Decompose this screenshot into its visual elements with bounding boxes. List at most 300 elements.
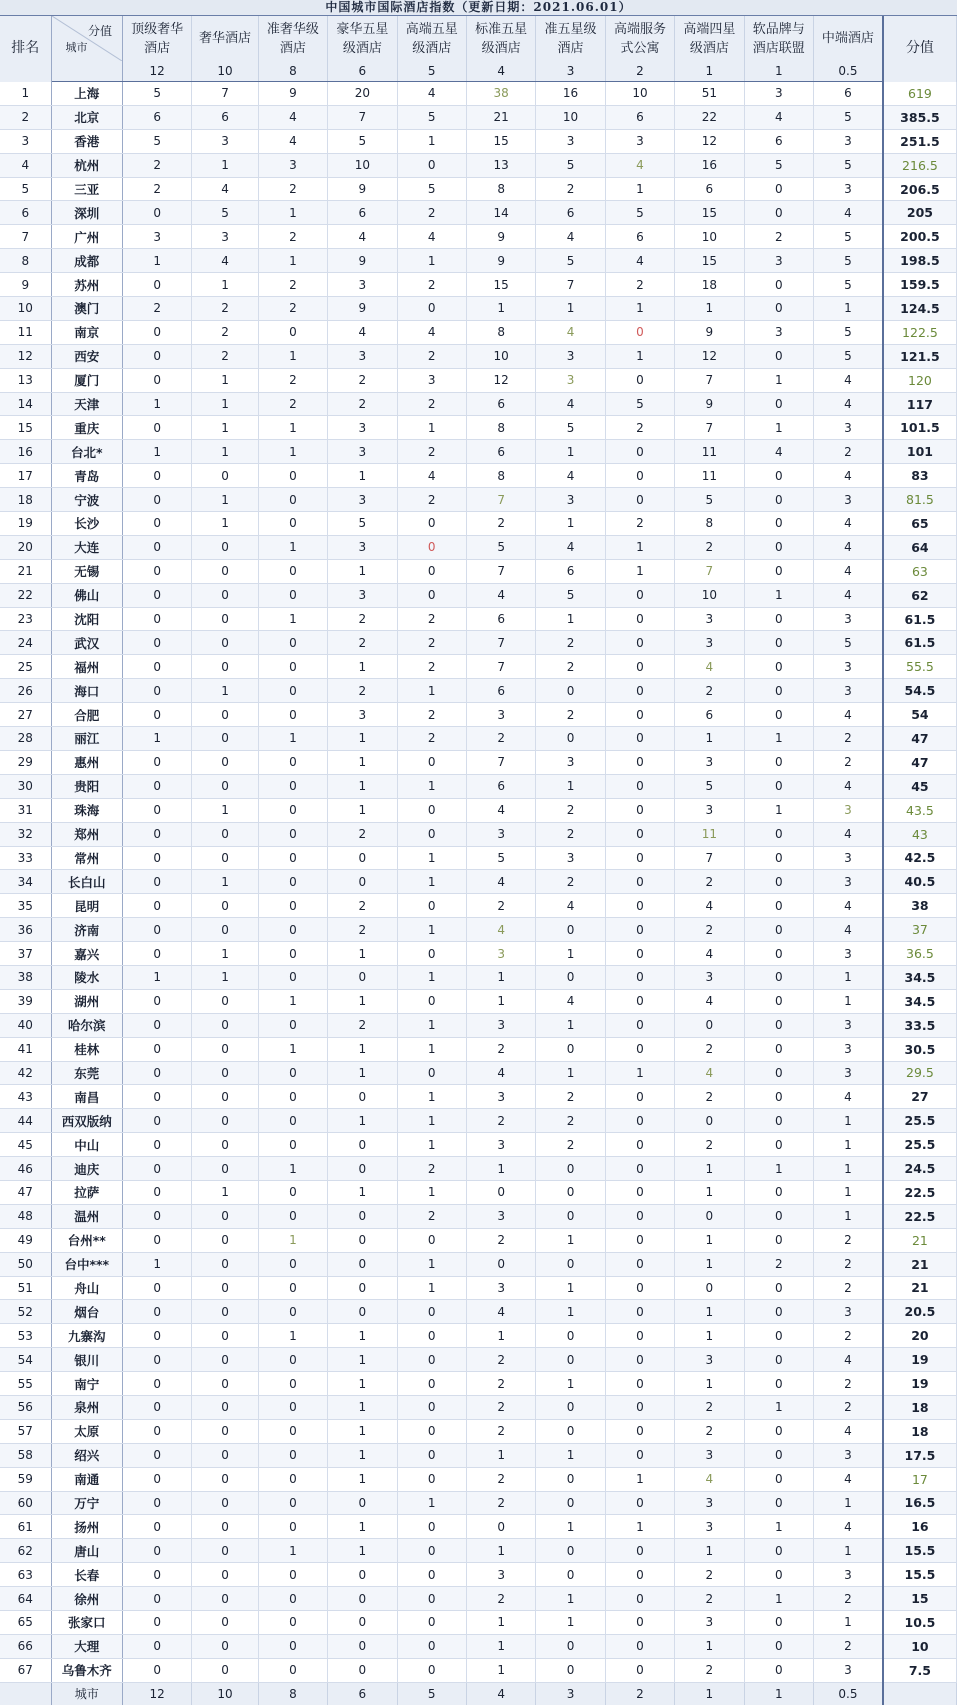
count-cell: 3 [536,129,605,153]
count-cell: 0 [122,1563,191,1587]
score-cell: 18 [883,1395,957,1419]
count-cell: 0 [258,1348,327,1372]
count-cell: 10 [675,583,744,607]
count-cell: 0 [536,1634,605,1658]
count-cell: 2 [536,822,605,846]
count-cell: 0 [744,297,813,321]
count-cell: 0 [536,1395,605,1419]
count-cell: 0 [258,1372,327,1396]
count-cell: 0 [258,583,327,607]
count-cell: 0 [466,1180,535,1204]
rank-cell: 38 [0,965,51,989]
count-cell: 4 [813,464,882,488]
count-cell: 0 [397,559,466,583]
city-cell: 舟山 [51,1276,122,1300]
city-cell: 海口 [51,679,122,703]
count-cell: 1 [192,392,258,416]
score-cell: 20.5 [883,1300,957,1324]
count-cell: 1 [397,249,466,273]
count-cell: 0 [605,822,674,846]
count-cell: 0 [605,320,674,344]
count-cell: 1 [813,1539,882,1563]
count-cell: 0 [744,1348,813,1372]
rank-cell: 64 [0,1587,51,1611]
count-cell: 5 [675,488,744,512]
count-cell: 1 [397,918,466,942]
count-cell: 8 [466,464,535,488]
count-cell: 0 [122,631,191,655]
table-row [0,1300,957,1324]
count-cell: 0 [122,488,191,512]
count-cell: 1 [536,942,605,966]
count-cell: 5 [122,82,191,106]
count-cell: 0 [328,1252,397,1276]
count-cell: 1 [605,535,674,559]
count-cell: 3 [813,655,882,679]
table-row [0,1228,957,1252]
count-cell: 1 [466,1157,535,1181]
rank-cell: 20 [0,535,51,559]
count-cell: 1 [675,1300,744,1324]
header-row [0,16,957,61]
count-cell: 0 [744,703,813,727]
count-cell: 4 [536,225,605,249]
count-cell: 0 [122,1204,191,1228]
count-cell: 2 [605,512,674,536]
count-cell: 0 [258,1467,327,1491]
count-cell: 2 [328,894,397,918]
count-cell: 0 [328,1300,397,1324]
count-cell: 3 [328,703,397,727]
count-cell: 1 [122,440,191,464]
count-cell: 0 [605,774,674,798]
table-row [0,1013,957,1037]
count-cell: 0 [744,679,813,703]
city-cell: 沈阳 [51,607,122,631]
count-cell: 0 [328,1611,397,1635]
count-cell: 7 [466,488,535,512]
count-cell: 0 [536,727,605,751]
rank-cell: 59 [0,1467,51,1491]
count-cell: 4 [813,1348,882,1372]
count-cell: 0 [192,774,258,798]
table-row [0,129,957,153]
count-cell: 0 [122,870,191,894]
count-cell: 0 [122,512,191,536]
count-cell: 0 [744,177,813,201]
count-cell: 0 [744,1180,813,1204]
count-cell: 0 [258,1180,327,1204]
score-cell: 33.5 [883,1013,957,1037]
score-cell: 43 [883,822,957,846]
city-cell: 万宁 [51,1491,122,1515]
city-cell: 三亚 [51,177,122,201]
table-row [0,1085,957,1109]
rank-cell: 1 [0,82,51,106]
cat-header-9: 软品牌与 酒店联盟 [744,16,813,61]
count-cell: 6 [466,392,535,416]
count-cell: 1 [397,1085,466,1109]
count-cell: 3 [813,1061,882,1085]
weight-cell: 0.5 [813,61,882,82]
count-cell: 1 [813,1157,882,1181]
count-cell: 0 [122,1157,191,1181]
count-cell: 1 [192,1180,258,1204]
count-cell: 3 [813,798,882,822]
count-cell: 1 [536,1587,605,1611]
count-cell: 7 [192,82,258,106]
count-cell: 0 [744,1372,813,1396]
count-cell: 0 [605,846,674,870]
weights-row [0,61,957,82]
count-cell: 0 [536,1467,605,1491]
count-cell: 0 [605,1109,674,1133]
count-cell: 4 [466,870,535,894]
rank-cell: 45 [0,1133,51,1157]
score-cell: 16 [883,1515,957,1539]
count-cell: 5 [397,105,466,129]
count-cell: 0 [744,870,813,894]
city-cell: 宁波 [51,488,122,512]
count-cell: 0 [258,1587,327,1611]
rank-header: 排名 [0,16,51,82]
count-cell: 2 [675,1658,744,1682]
city-cell: 九寨沟 [51,1324,122,1348]
city-cell: 拉萨 [51,1180,122,1204]
count-cell: 1 [536,607,605,631]
count-cell: 3 [813,1563,882,1587]
count-cell: 0 [536,918,605,942]
rank-cell: 29 [0,750,51,774]
count-cell: 4 [813,1515,882,1539]
count-cell: 0 [605,1348,674,1372]
table-body [0,82,957,1683]
count-cell: 1 [328,1467,397,1491]
count-cell: 9 [328,177,397,201]
count-cell: 4 [536,392,605,416]
count-cell: 4 [813,894,882,918]
count-cell: 0 [192,464,258,488]
count-cell: 8 [466,416,535,440]
rank-cell: 58 [0,1443,51,1467]
count-cell: 0 [122,464,191,488]
count-cell: 4 [536,464,605,488]
count-cell: 15 [675,249,744,273]
count-cell: 0 [122,416,191,440]
footer-city-label: 城市 [51,1682,122,1705]
score-cell: 36.5 [883,942,957,966]
count-cell: 3 [744,249,813,273]
score-cell: 205 [883,201,957,225]
count-cell: 1 [397,416,466,440]
rank-cell: 39 [0,989,51,1013]
count-cell: 0 [536,1180,605,1204]
count-cell: 4 [605,153,674,177]
count-cell: 1 [466,1658,535,1682]
city-cell: 厦门 [51,368,122,392]
count-cell: 3 [328,535,397,559]
count-cell: 0 [122,535,191,559]
weight-cell: 5 [397,61,466,82]
table-row [0,1252,957,1276]
count-cell: 0 [122,1180,191,1204]
count-cell: 0 [397,1419,466,1443]
count-cell: 0 [605,965,674,989]
score-cell: 198.5 [883,249,957,273]
count-cell: 1 [397,1109,466,1133]
count-cell: 5 [813,273,882,297]
count-cell: 1 [192,942,258,966]
score-cell: 37 [883,918,957,942]
count-cell: 2 [605,273,674,297]
count-cell: 1 [192,153,258,177]
count-cell: 0 [466,1252,535,1276]
count-cell: 0 [192,1228,258,1252]
count-cell: 2 [466,1491,535,1515]
count-cell: 0 [122,368,191,392]
table-row [0,440,957,464]
count-cell: 1 [397,1491,466,1515]
count-cell: 2 [675,679,744,703]
count-cell: 0 [605,488,674,512]
rank-cell: 31 [0,798,51,822]
rank-cell: 49 [0,1228,51,1252]
count-cell: 2 [397,201,466,225]
count-cell: 0 [744,512,813,536]
count-cell: 0 [397,1228,466,1252]
score-cell: 83 [883,464,957,488]
count-cell: 2 [813,750,882,774]
count-cell: 0 [122,1539,191,1563]
count-cell: 1 [536,440,605,464]
count-cell: 0 [605,798,674,822]
count-cell: 0 [258,679,327,703]
count-cell: 3 [813,870,882,894]
count-cell: 0 [122,1013,191,1037]
count-cell: 1 [466,1634,535,1658]
city-cell: 南京 [51,320,122,344]
score-cell: 21 [883,1228,957,1252]
count-cell: 4 [813,1467,882,1491]
count-cell: 2 [466,894,535,918]
city-cell: 丽江 [51,727,122,751]
weight-cell: 8 [258,61,327,82]
table-row [0,1563,957,1587]
count-cell: 1 [536,1013,605,1037]
score-cell: 54.5 [883,679,957,703]
rank-cell: 18 [0,488,51,512]
count-cell: 5 [466,846,535,870]
cat-header-0: 顶级奢华 酒店 [122,16,191,61]
count-cell: 0 [258,894,327,918]
city-cell: 扬州 [51,1515,122,1539]
rank-cell: 47 [0,1180,51,1204]
table-row [0,1419,957,1443]
count-cell: 0 [122,1109,191,1133]
table-row [0,177,957,201]
table-row [0,225,957,249]
count-cell: 0 [536,1324,605,1348]
rank-cell: 61 [0,1515,51,1539]
count-cell: 0 [744,1300,813,1324]
count-cell: 3 [675,798,744,822]
footer-weight: 10 [192,1682,258,1705]
table-row [0,989,957,1013]
count-cell: 5 [813,153,882,177]
count-cell: 0 [605,1658,674,1682]
count-cell: 0 [328,846,397,870]
footer-weight: 5 [397,1682,466,1705]
count-cell: 0 [605,1443,674,1467]
count-cell: 1 [328,1419,397,1443]
count-cell: 4 [813,1085,882,1109]
count-cell: 0 [605,942,674,966]
count-cell: 5 [813,344,882,368]
city-cell: 徐州 [51,1587,122,1611]
count-cell: 1 [605,1061,674,1085]
count-cell: 0 [605,655,674,679]
score-cell: 45 [883,774,957,798]
count-cell: 1 [813,1491,882,1515]
count-cell: 7 [536,273,605,297]
count-cell: 0 [536,1658,605,1682]
score-cell: 38 [883,894,957,918]
count-cell: 0 [192,750,258,774]
count-cell: 0 [397,1061,466,1085]
city-cell: 桂林 [51,1037,122,1061]
count-cell: 3 [466,1276,535,1300]
count-cell: 1 [258,201,327,225]
count-cell: 0 [744,1061,813,1085]
count-cell: 0 [605,1013,674,1037]
count-cell: 4 [744,440,813,464]
count-cell: 0 [466,1515,535,1539]
count-cell: 1 [675,1180,744,1204]
score-cell: 24.5 [883,1157,957,1181]
count-cell: 0 [258,655,327,679]
count-cell: 4 [675,655,744,679]
count-cell: 5 [536,249,605,273]
count-cell: 2 [536,1085,605,1109]
count-cell: 0 [192,559,258,583]
count-cell: 1 [397,1180,466,1204]
count-cell: 1 [466,1611,535,1635]
count-cell: 0 [122,1419,191,1443]
count-cell: 3 [813,1013,882,1037]
rank-cell: 36 [0,918,51,942]
count-cell: 3 [122,225,191,249]
count-cell: 2 [813,1395,882,1419]
count-cell: 0 [192,822,258,846]
count-cell: 10 [675,225,744,249]
count-cell: 0 [744,1658,813,1682]
count-cell: 1 [744,727,813,751]
score-cell: 63 [883,559,957,583]
count-cell: 3 [813,1037,882,1061]
count-cell: 1 [328,1037,397,1061]
count-cell: 2 [536,870,605,894]
table-row [0,105,957,129]
count-cell: 2 [466,1419,535,1443]
city-cell: 嘉兴 [51,942,122,966]
count-cell: 1 [192,679,258,703]
count-cell: 3 [466,703,535,727]
count-cell: 1 [466,1324,535,1348]
city-cell: 温州 [51,1204,122,1228]
count-cell: 1 [258,440,327,464]
count-cell: 0 [192,918,258,942]
count-cell: 2 [258,177,327,201]
count-cell: 0 [605,1252,674,1276]
count-cell: 2 [397,655,466,679]
count-cell: 4 [397,225,466,249]
count-cell: 2 [258,392,327,416]
count-cell: 51 [675,82,744,106]
rank-cell: 12 [0,344,51,368]
count-cell: 1 [813,989,882,1013]
count-cell: 5 [813,105,882,129]
table-row [0,1587,957,1611]
city-cell: 上海 [51,82,122,106]
count-cell: 4 [813,559,882,583]
count-cell: 3 [192,129,258,153]
cat-header-10: 中端酒店 [813,16,882,61]
count-cell: 0 [744,559,813,583]
count-cell: 7 [466,655,535,679]
count-cell: 2 [122,177,191,201]
count-cell: 0 [258,1658,327,1682]
rank-cell: 21 [0,559,51,583]
count-cell: 0 [605,1037,674,1061]
count-cell: 0 [192,655,258,679]
count-cell: 0 [744,1037,813,1061]
city-cell: 南通 [51,1467,122,1491]
count-cell: 1 [675,1634,744,1658]
score-cell: 120 [883,368,957,392]
count-cell: 2 [397,1204,466,1228]
count-cell: 0 [122,798,191,822]
city-cell: 张家口 [51,1611,122,1635]
table-row [0,153,957,177]
score-cell: 55.5 [883,655,957,679]
count-cell: 0 [744,1204,813,1228]
count-cell: 1 [536,1372,605,1396]
count-cell: 12 [466,368,535,392]
score-cell: 47 [883,750,957,774]
count-cell: 10 [466,344,535,368]
count-cell: 6 [466,774,535,798]
rank-cell: 48 [0,1204,51,1228]
count-cell: 0 [258,1300,327,1324]
count-cell: 0 [397,822,466,846]
count-cell: 0 [258,1515,327,1539]
count-cell: 0 [258,512,327,536]
count-cell: 0 [605,1204,674,1228]
count-cell: 1 [328,1443,397,1467]
count-cell: 1 [744,1157,813,1181]
count-cell: 0 [744,392,813,416]
count-cell: 0 [328,1228,397,1252]
count-cell: 0 [258,750,327,774]
count-cell: 4 [466,1300,535,1324]
city-cell: 长沙 [51,512,122,536]
count-cell: 0 [122,703,191,727]
count-cell: 4 [813,822,882,846]
rank-cell: 34 [0,870,51,894]
city-cell: 烟台 [51,1300,122,1324]
count-cell: 0 [397,1443,466,1467]
count-cell: 3 [466,822,535,846]
